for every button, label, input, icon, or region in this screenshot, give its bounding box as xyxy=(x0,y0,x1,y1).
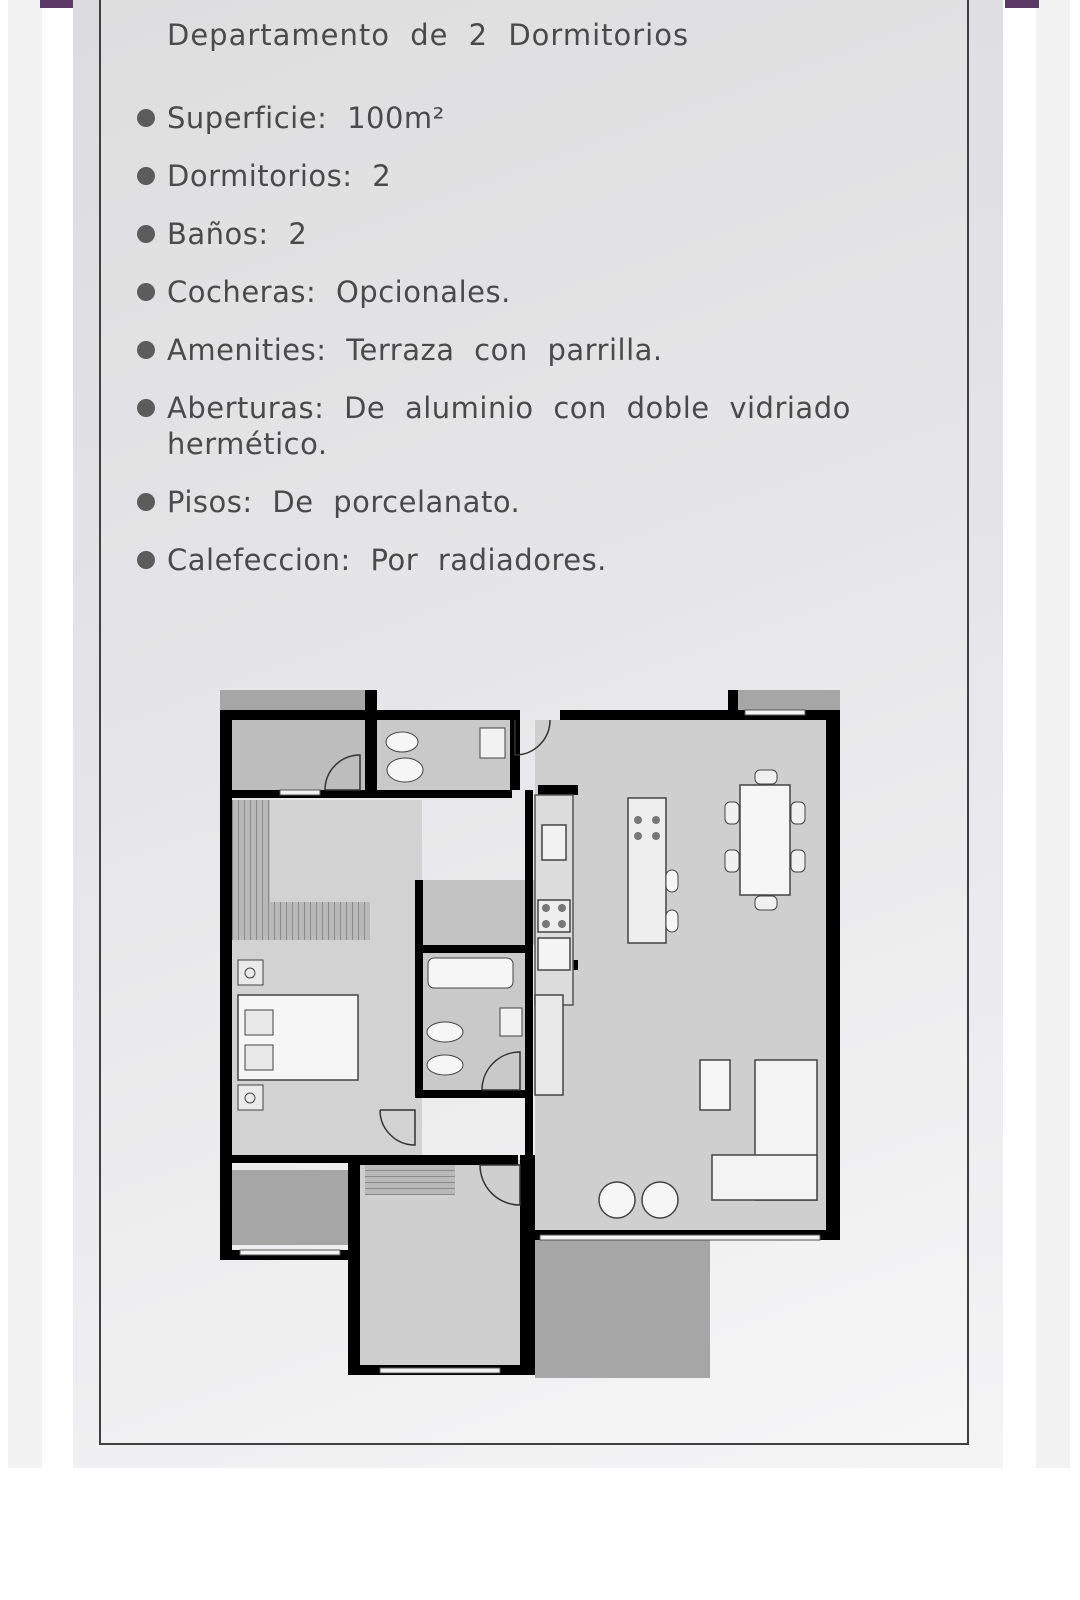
spec-label: Amenities: xyxy=(167,333,327,367)
bullet-icon xyxy=(137,493,155,511)
spec-item-dormitorios xyxy=(135,158,855,194)
left-edge-strip xyxy=(8,0,42,1468)
accent-bar-right xyxy=(1005,0,1039,8)
spec-value: Por radiadores. xyxy=(370,543,607,577)
bullet-icon xyxy=(137,283,155,301)
bullet-icon xyxy=(137,551,155,569)
spec-label: Aberturas: xyxy=(167,391,325,425)
spec-item-cocheras xyxy=(135,274,855,310)
spec-item-pisos xyxy=(135,484,855,520)
spec-value: Terraza con parrilla. xyxy=(346,333,663,367)
balcony-bottom-left xyxy=(232,1170,352,1245)
spec-value: De aluminio con doble vidriado hermético. xyxy=(167,391,851,461)
bullet-icon xyxy=(137,109,155,127)
spec-value: 2 xyxy=(372,159,392,193)
right-edge-strip xyxy=(1036,0,1070,1468)
bullet-icon xyxy=(137,225,155,243)
spec-list xyxy=(135,100,855,600)
accent-bar-left xyxy=(40,0,74,8)
spec-value: De porcelanato. xyxy=(272,485,521,519)
spec-label: Baños: xyxy=(167,217,269,251)
spec-label: Pisos: xyxy=(167,485,253,519)
spec-item-calefeccion xyxy=(135,542,855,578)
spec-label: Superficie: xyxy=(167,101,328,135)
bullet-icon xyxy=(137,167,155,185)
spec-label: Cocheras: xyxy=(167,275,317,309)
spec-value: 2 xyxy=(288,217,308,251)
spec-label: Dormitorios: xyxy=(167,159,353,193)
spec-item-superficie xyxy=(135,100,855,136)
bullet-icon xyxy=(137,341,155,359)
bullet-icon xyxy=(137,399,155,417)
spec-item-banos xyxy=(135,216,855,252)
terrace-bottom xyxy=(535,1238,710,1378)
hall-floor xyxy=(420,880,535,945)
spec-value: 100m² xyxy=(347,101,445,135)
spec-value: Opcionales. xyxy=(335,275,511,309)
spec-item-aberturas xyxy=(135,390,855,462)
spec-item-amenities xyxy=(135,332,855,368)
spec-label: Calefeccion: xyxy=(167,543,351,577)
page-title: Departamento de 2 Dormitorios xyxy=(167,18,690,52)
floor-plan-icon xyxy=(220,690,860,1410)
